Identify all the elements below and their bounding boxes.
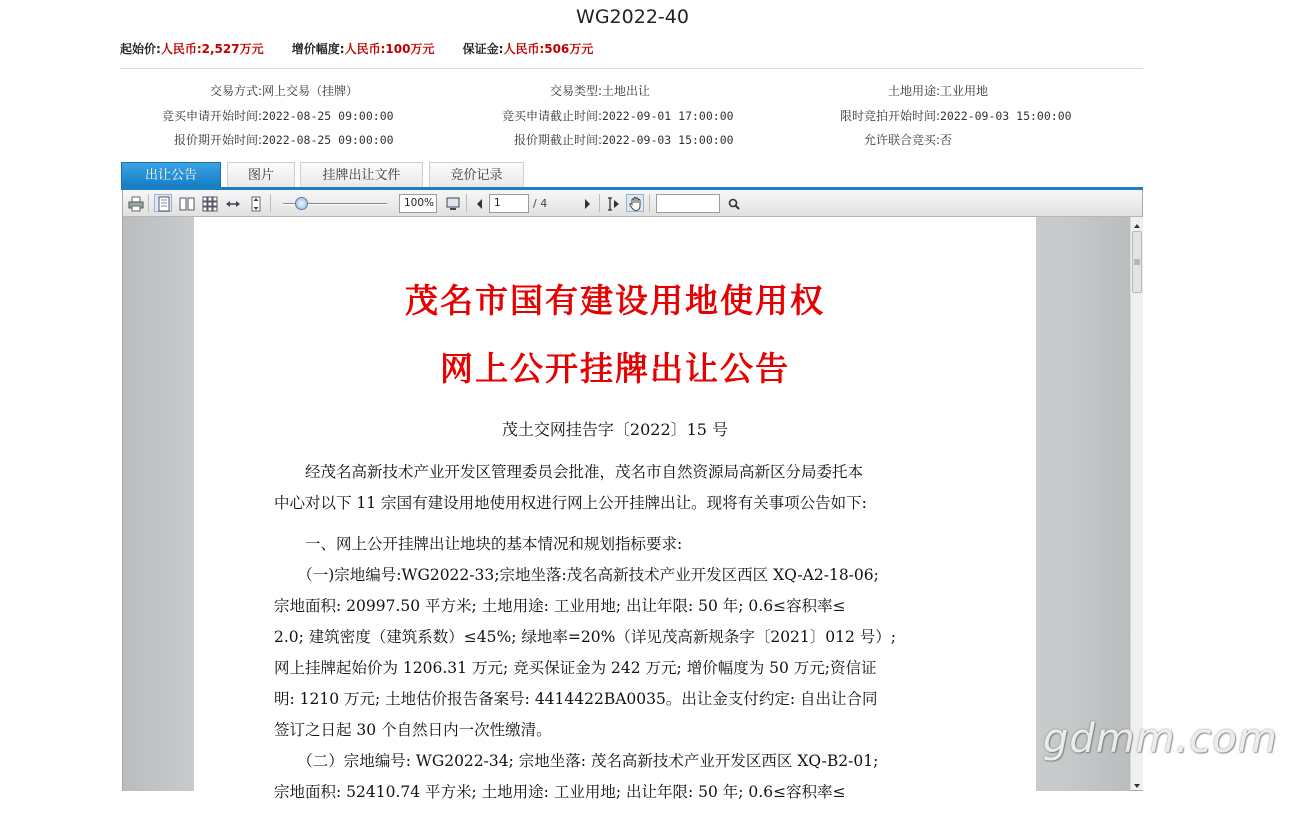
vertical-scrollbar[interactable] bbox=[1130, 217, 1143, 790]
scroll-down-icon[interactable] bbox=[1131, 777, 1143, 789]
info-joint-bid bbox=[790, 131, 952, 148]
deposit-value: 人民币:506万元 bbox=[503, 42, 594, 56]
info-land-use bbox=[790, 82, 988, 99]
print-icon[interactable] bbox=[126, 194, 144, 212]
search-icon[interactable] bbox=[724, 194, 742, 212]
document-line: 2.0; 建筑密度（建筑系数）≤45%; 绿地率=20%（详见茂高新规条字〔2021〕012 号）; bbox=[274, 628, 897, 646]
start-price-value: 人民币:2,527万元 bbox=[160, 42, 264, 56]
document-line: （一)宗地编号:WG2022-33;宗地坐落:茂名高新技术产业开发区西区 XQ-A2-18-06; bbox=[274, 566, 879, 584]
page-total: / 4 bbox=[533, 197, 548, 210]
document-line: 中心对以下 11 宗国有建设用地使用权进行网上公开挂牌出让。现将有关事项公告如下: bbox=[274, 494, 867, 512]
prev-page-icon[interactable] bbox=[470, 194, 488, 212]
info-value: 2022-09-03 15:00:00 bbox=[602, 133, 734, 147]
info-value: 否 bbox=[940, 133, 953, 147]
info-value: 2022-08-25 09:00:00 bbox=[262, 133, 394, 147]
info-label: 交易方式: bbox=[209, 84, 262, 98]
document-line: 宗地面积: 52410.74 平方米; 土地用途: 工业用地; 出让年限: 50 年; 0.6≤容积率≤ bbox=[274, 783, 846, 801]
page-title: WG2022-40 bbox=[576, 6, 689, 28]
info-label: 土地用途: bbox=[887, 84, 940, 98]
info-quote-start bbox=[120, 131, 394, 148]
site-watermark: gdmm.com bbox=[1043, 716, 1278, 762]
increment-value: 人民币:100万元 bbox=[344, 42, 435, 56]
text-select-icon[interactable] bbox=[603, 194, 621, 212]
hand-tool-icon[interactable] bbox=[626, 194, 644, 212]
single-page-icon[interactable] bbox=[154, 194, 172, 212]
price-bar bbox=[120, 40, 617, 57]
deposit-label: 保证金: bbox=[462, 42, 504, 56]
info-label: 限时竞拍开始时间: bbox=[839, 109, 940, 123]
zoom-slider[interactable] bbox=[279, 196, 391, 212]
page-number-input[interactable]: 1 bbox=[489, 194, 529, 213]
info-label: 报价期截止时间: bbox=[513, 133, 602, 147]
info-value: 2022-09-03 15:00:00 bbox=[940, 109, 1072, 123]
info-trade-method bbox=[120, 82, 358, 99]
info-trade-type bbox=[440, 82, 650, 99]
two-page-icon[interactable] bbox=[177, 194, 195, 212]
zoom-slider-handle[interactable] bbox=[295, 197, 308, 210]
start-price-label: 起始价: bbox=[120, 42, 161, 56]
info-label: 竞买申请截止时间: bbox=[501, 109, 602, 123]
document-line: 一、网上公开挂牌出让地块的基本情况和规划指标要求: bbox=[274, 535, 683, 553]
info-label: 交易类型: bbox=[549, 84, 602, 98]
document-title-line1: 茂名市国有建设用地使用权 bbox=[405, 281, 825, 320]
tab-bid-records[interactable]: 竞价记录 bbox=[429, 162, 524, 188]
info-value: 网上交易（挂牌） bbox=[262, 84, 359, 98]
document-title-line2: 网上公开挂牌出让公告 bbox=[440, 349, 790, 388]
info-apply-end bbox=[440, 107, 734, 124]
document-line: 网上挂牌起始价为 1206.31 万元; 竞买保证金为 242 万元; 增价幅度为 50 万元;资信证 bbox=[274, 659, 877, 677]
info-label: 允许联合竞买: bbox=[863, 133, 940, 147]
thumbnail-grid-icon[interactable] bbox=[200, 194, 218, 212]
next-page-icon[interactable] bbox=[577, 194, 595, 212]
document-line: 明: 1210 万元; 土地估价报告备案号: 4414422BA0035。出让金支付约定: 自出让合同 bbox=[274, 690, 878, 708]
document-line: （二）宗地编号: WG2022-34; 宗地坐落: 茂名高新技术产业开发区西区 XQ-B2-01; bbox=[274, 752, 879, 770]
info-value: 2022-08-25 09:00:00 bbox=[262, 109, 394, 123]
info-value: 2022-09-01 17:00:00 bbox=[602, 109, 734, 123]
info-auction-start bbox=[790, 107, 1072, 124]
divider bbox=[120, 68, 1143, 69]
document-page bbox=[194, 217, 1036, 817]
search-input[interactable] bbox=[656, 194, 720, 213]
fit-height-icon[interactable] bbox=[246, 194, 264, 212]
info-apply-start bbox=[120, 107, 394, 124]
viewer-toolbar bbox=[123, 190, 1142, 217]
info-value: 土地出让 bbox=[602, 84, 651, 98]
info-value: 工业用地 bbox=[940, 84, 989, 98]
document-number: 茂土交网挂告字〔2022〕15 号 bbox=[501, 420, 729, 439]
document-canvas[interactable] bbox=[123, 217, 1130, 801]
increment-label: 增价幅度: bbox=[291, 42, 345, 56]
info-label: 报价期开始时间: bbox=[173, 133, 262, 147]
document-line: 签订之日起 30 个自然日内一次性缴清。 bbox=[274, 721, 552, 739]
info-label: 竞买申请开始时间: bbox=[161, 109, 262, 123]
tab-listing-documents[interactable]: 挂牌出让文件 bbox=[300, 162, 423, 188]
fit-width-icon[interactable] bbox=[223, 194, 241, 212]
scrollbar-thumb[interactable] bbox=[1132, 231, 1142, 293]
tab-images[interactable]: 图片 bbox=[227, 162, 295, 188]
zoom-level-input[interactable]: 100% bbox=[399, 194, 437, 213]
fullscreen-icon[interactable] bbox=[443, 194, 461, 212]
document-line: 经茂名高新技术产业开发区管理委员会批准，茂名市自然资源局高新区分局委托本 bbox=[274, 463, 864, 481]
document-line: 宗地面积: 20997.50 平方米; 土地用途: 工业用地; 出让年限: 50 年; 0.6≤容积率≤ bbox=[274, 597, 846, 615]
scroll-up-icon[interactable] bbox=[1131, 217, 1143, 229]
tab-announcement[interactable]: 出让公告 bbox=[121, 162, 221, 188]
pdf-viewer bbox=[122, 190, 1143, 801]
info-quote-end bbox=[440, 131, 734, 148]
